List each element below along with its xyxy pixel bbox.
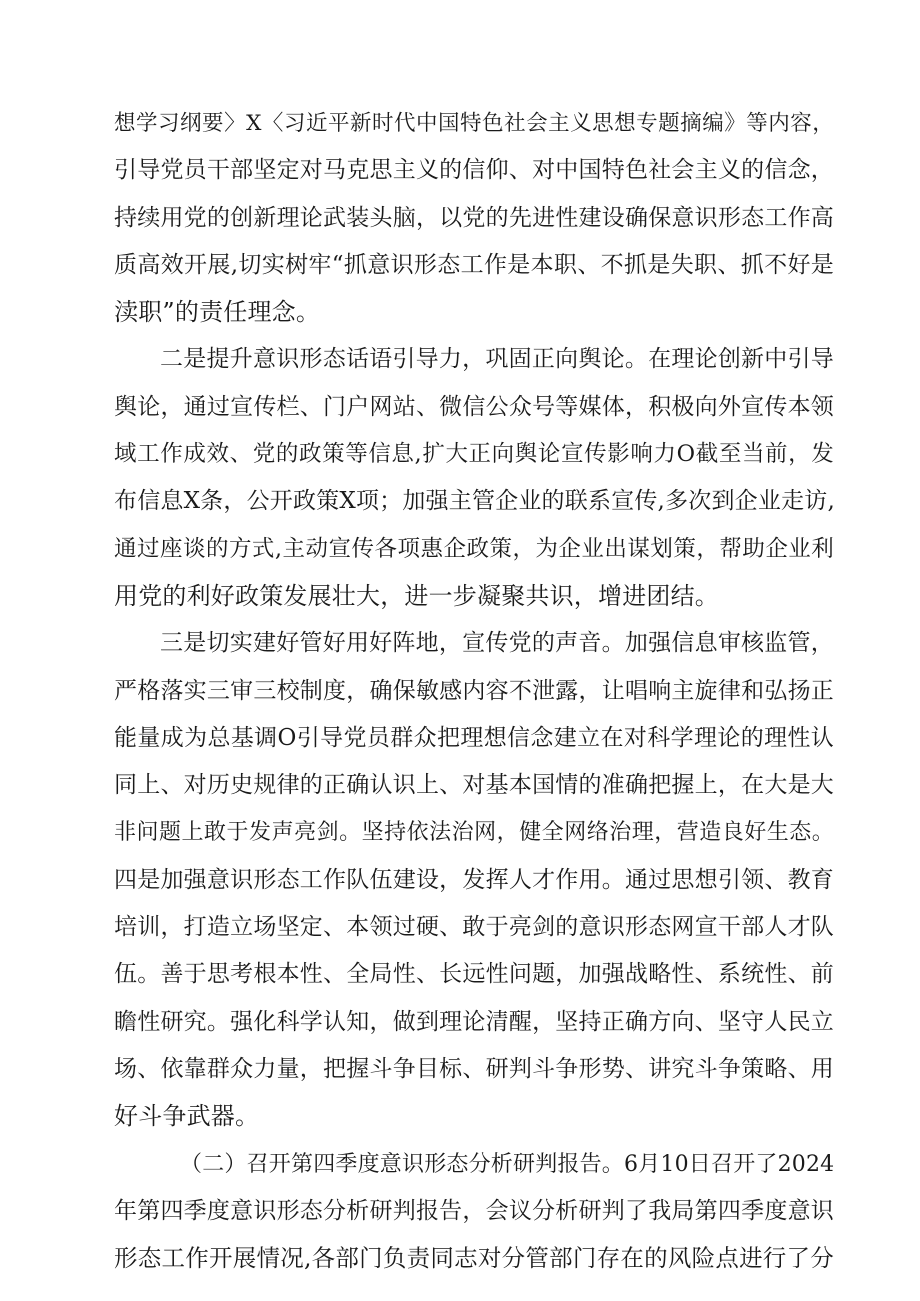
text-line: 用党的利好政策发展壮大，进一步凝聚共识，增进团结。 <box>114 581 719 610</box>
text-line: 渎职”的责任理念。 <box>114 298 321 327</box>
text-line: 通过座谈的方式,主动宣传各项惠企政策，为企业出谋划策，帮助企业利 <box>114 535 834 562</box>
text-line: 四是加强意识形态工作队伍建设，发挥人才作用。通过思想引领、教育 <box>114 866 834 893</box>
text-line: 场、依靠群众力量，把握斗争目标、研判斗争形势、讲究斗争策略、用 <box>114 1055 834 1082</box>
text-line: 三是切实建好管好用好阵地，宣传党的声音。加强信息审核监管， <box>160 630 834 657</box>
text-line: 非问题上敢于发声亮剑。坚持依法治网，健全网络治理，营造良好生态。 <box>114 820 834 846</box>
document-body <box>114 100 834 1282</box>
text-line: 年第四季度意识形态分析研判报告，会议分析研判了我局第四季度意识 <box>114 1197 834 1224</box>
text-line: 布信息X条，公开政策X项；加强主管企业的联系宣传,多次到企业走访, <box>114 488 835 515</box>
text-line: （二）召开第四季度意识形态分析研判报告。6月10日召开了2024 <box>180 1151 835 1177</box>
text-line: 伍。善于思考根本性、全局性、长远性问题，加强战略性、系统性、前 <box>114 961 834 988</box>
text-line: 培训，打造立场坚定、本领过硬、敢于亮剑的意识形态网宣干部人才队 <box>114 914 834 941</box>
text-line: 域工作成效、党的政策等信息,扩大正向舆论宣传影响力O截至当前，发 <box>114 441 834 468</box>
text-line: 引导党员干部坚定对马克思主义的信仰、对中国特色社会主义的信念， <box>114 157 834 184</box>
text-line: 二是提升意识形态话语引导力，巩固正向舆论。在理论创新中引导 <box>160 346 834 373</box>
text-line: 质高效开展,切实树牢“抓意识形态工作是本职、不抓是失职、抓不好是 <box>114 251 834 278</box>
text-line: 想学习纲要〉X〈习近平新时代中国特色社会主义思想专题摘编》等内容， <box>114 111 834 136</box>
text-line: 严格落实三审三校制度，确保敏感内容不泄露，让唱响主旋律和弘扬正 <box>114 677 834 704</box>
text-line: 同上、对历史规律的正确认识上、对基本国情的准确把握上，在大是大 <box>114 772 834 799</box>
text-line: 舆论，通过宣传栏、门户网站、微信公众号等媒体，积极向外宣传本领 <box>114 393 834 420</box>
text-line: 好斗争武器。 <box>114 1102 260 1131</box>
text-line: 能量成为总基调O引导党员群众把理想信念建立在对科学理论的理性认 <box>114 724 834 751</box>
text-line: 形态工作开展情况,各部门负责同志对分管部门存在的风险点进行了分 <box>114 1244 834 1273</box>
text-line: 持续用党的创新理论武装头脑，以党的先进性建设确保意识形态工作高 <box>114 204 834 231</box>
text-line: 瞻性研究。强化科学认知，做到理论清醒，坚持正确方向、坚守人民立 <box>114 1008 834 1035</box>
